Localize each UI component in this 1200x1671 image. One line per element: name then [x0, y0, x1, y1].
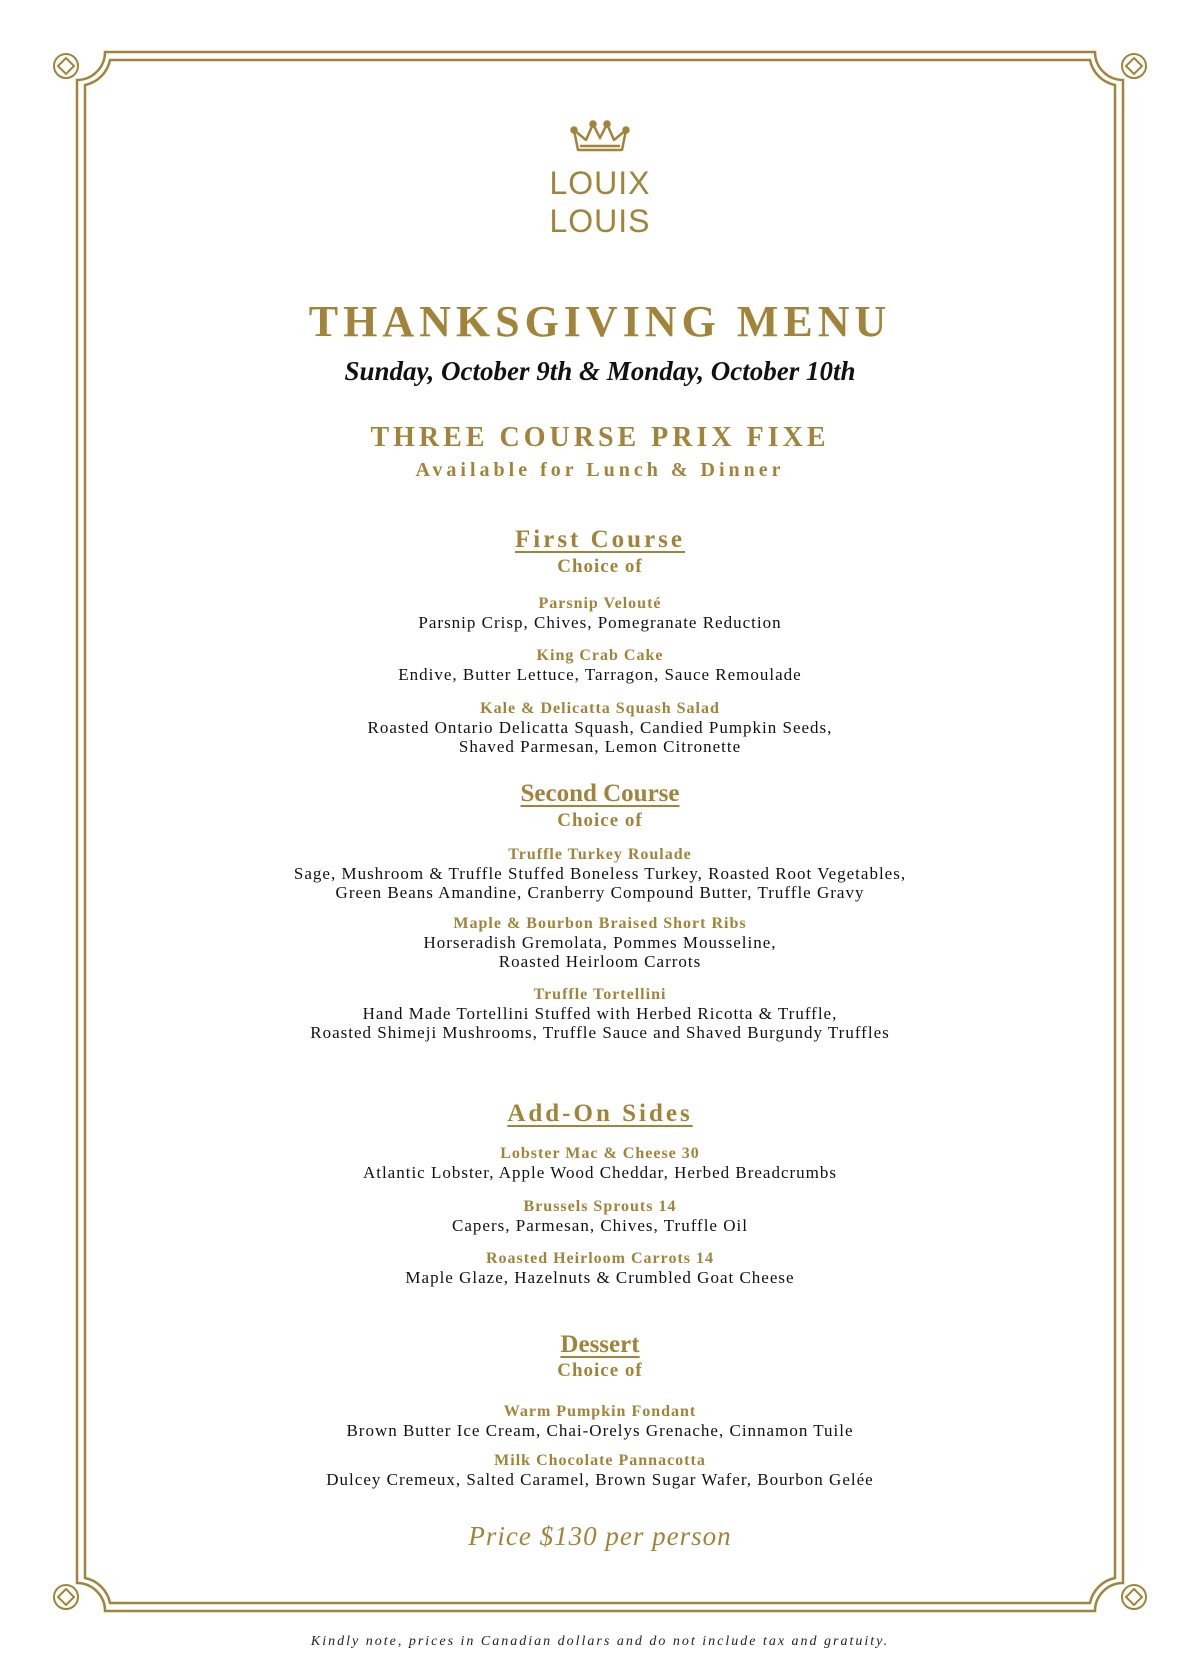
menu-item-name: Brussels Sprouts 14	[523, 1198, 677, 1215]
menu-dates: Sunday, October 9th & Monday, October 10th	[344, 356, 856, 386]
brand-logo	[536, 118, 664, 250]
menu-item-name: Milk Chocolate Pannacotta	[494, 1452, 706, 1469]
logo-line-1: LOUIX	[549, 165, 651, 201]
menu-item-name: Lobster Mac & Cheese 30	[500, 1145, 700, 1162]
menu-item-desc: Maple Glaze, Hazelnuts & Crumbled Goat Cheese	[405, 1268, 795, 1287]
menu-item-desc: Horseradish Gremolata, Pommes Mousseline, Roasted Heirloom Carrots	[423, 933, 777, 971]
crown-icon	[572, 122, 629, 151]
second-course-heading: Second Course	[520, 780, 680, 807]
menu-item-name: Truffle Tortellini	[533, 986, 667, 1003]
menu-item-desc: Dulcey Cremeux, Salted Caramel, Brown Sugar Wafer, Bourbon Gelée	[326, 1470, 874, 1489]
menu-item-desc: Roasted Ontario Delicatta Squash, Candied Pumpkin Seeds, Shaved Parmesan, Lemon Citronette	[367, 718, 833, 756]
menu-title: THANKSGIVING MENU	[308, 297, 892, 346]
corner-ornament-icon	[54, 1585, 78, 1609]
add-on-sides-heading: Add-On Sides	[507, 1100, 693, 1127]
menu-item-name: Kale & Delicatta Squash Salad	[480, 700, 720, 717]
menu-item-name: Parsnip Velouté	[538, 595, 662, 612]
menu-item-name: Warm Pumpkin Fondant	[503, 1403, 697, 1420]
corner-ornament-icon	[54, 54, 78, 78]
menu-item-desc: Parsnip Crisp, Chives, Pomegranate Reduction	[418, 613, 782, 632]
dessert-heading: Dessert	[560, 1331, 640, 1358]
menu-item-name: Maple & Bourbon Braised Short Ribs	[453, 915, 747, 932]
menu-item-desc: Brown Butter Ice Cream, Chai-Orelys Grenache, Cinnamon Tuile	[346, 1421, 854, 1440]
price-per-person: Price $130 per person	[468, 1521, 732, 1551]
prix-fixe-heading: THREE COURSE PRIX FIXE	[370, 422, 830, 453]
dessert-choice: Choice of	[557, 1360, 643, 1381]
menu-item-desc: Sage, Mushroom & Truffle Stuffed Boneless Turkey, Roasted Root Vegetables, Green Beans Amandine, Cranberry Compound Butter, Truffle Gravy	[293, 864, 907, 902]
menu-item-desc: Capers, Parmesan, Chives, Truffle Oil	[452, 1216, 748, 1235]
first-course-choice: Choice of	[557, 556, 643, 577]
first-course-heading: First Course	[515, 526, 685, 553]
logo-line-2: LOUIS	[549, 203, 651, 239]
corner-ornament-icon	[1122, 1585, 1146, 1609]
menu-item-name: King Crab Cake	[536, 647, 664, 664]
menu-item-desc: Hand Made Tortellini Stuffed with Herbed Ricotta & Truffle, Roasted Shimeji Mushrooms, Truffle Sauce and Shaved Burgundy Truffles	[310, 1004, 890, 1042]
menu-item-name: Roasted Heirloom Carrots 14	[486, 1250, 714, 1267]
pricing-footnote: Kindly note, prices in Canadian dollars and do not include tax and gratuity.	[310, 1634, 890, 1649]
corner-ornament-icon	[1122, 54, 1146, 78]
menu-item-desc: Endive, Butter Lettuce, Tarragon, Sauce Remoulade	[398, 665, 802, 684]
menu-item-desc: Atlantic Lobster, Apple Wood Cheddar, Herbed Breadcrumbs	[362, 1163, 838, 1182]
second-course-choice: Choice of	[557, 810, 643, 831]
menu-item-name: Truffle Turkey Roulade	[508, 846, 692, 863]
availability-note: Available for Lunch & Dinner	[415, 459, 785, 481]
